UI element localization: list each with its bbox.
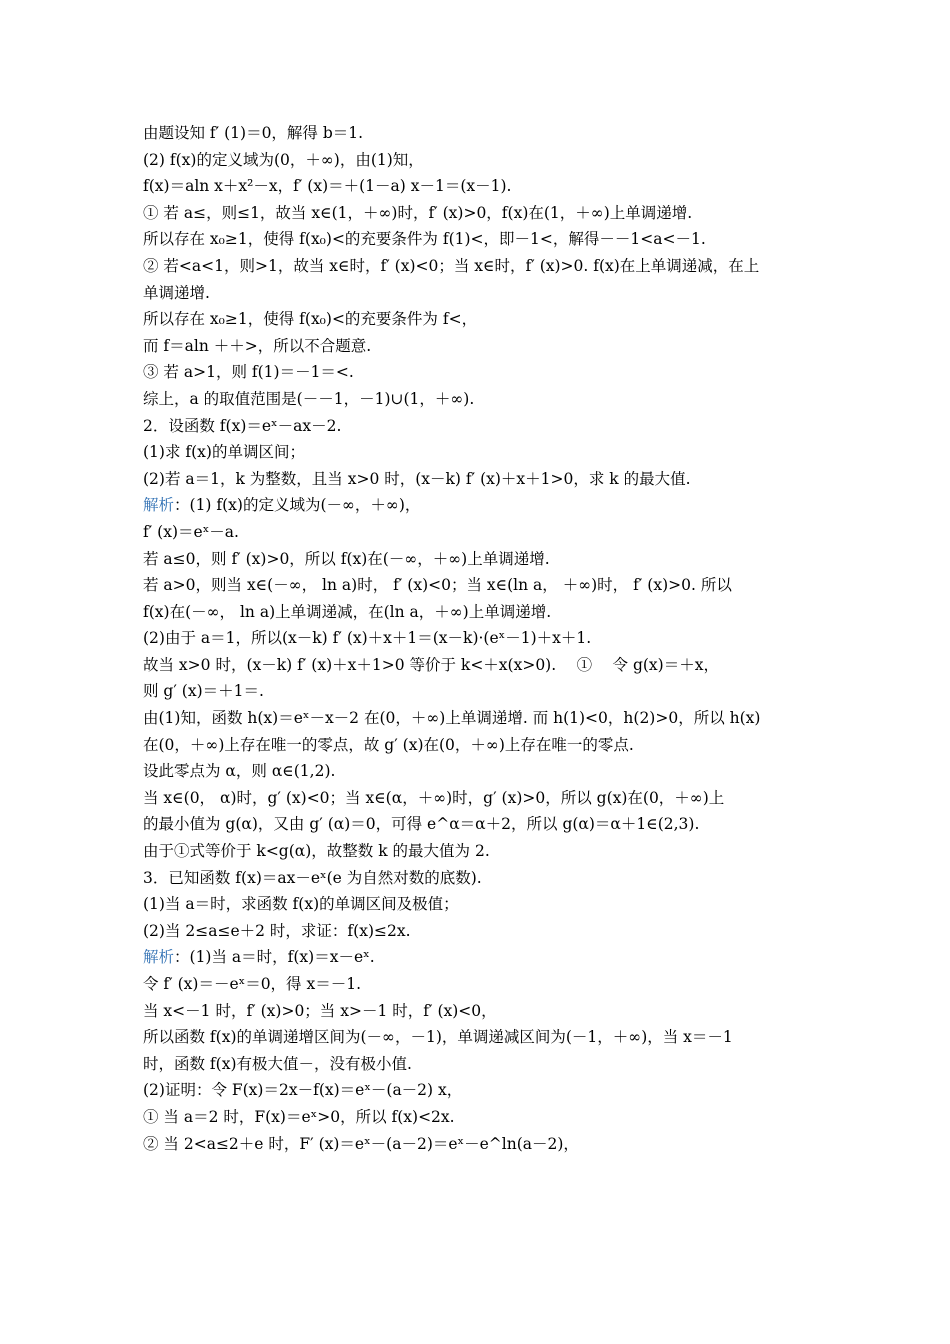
text-line [143,678,813,705]
line-text: ③ 若 a>1，则 f(1)＝－1＝<. [143,363,354,382]
text-line [143,1104,813,1131]
line-text: ② 当 2<a≤2＋e 时，F′ (x)＝eˣ－(a－2)＝eˣ－e^ln(a－2)， [143,1134,579,1153]
line-text: 综上，a 的取值范围是(－－1，－1)∪(1，＋∞). [143,389,475,408]
text-line [143,386,813,413]
text-line [143,306,813,333]
text-line [143,971,813,998]
line-text: (2)若 a＝1，k 为整数，且当 x>0 时，(x－k) f′ (x)＋x＋1>0，求 k 的最大值. [143,469,691,488]
text-line [143,1024,813,1051]
document-body [143,120,813,1157]
line-text: f′ (x)＝eˣ－a. [143,522,239,541]
line-text: 若 a>0，则当 x∈(－∞， ln a)时， f′ (x)<0；当 x∈(ln a， ＋∞)时， f′ (x)>0. 所以 [143,576,732,595]
line-text: (1)求 f(x)的单调区间； [143,443,305,462]
analysis-label: 解析 [143,496,175,515]
line-text: 在(0，＋∞)上存在唯一的零点，故 g′ (x)在(0，＋∞)上存在唯一的零点. [143,735,634,754]
text-line [143,865,813,892]
line-text: (2)当 2≤a≤e＋2 时，求证：f(x)≤2x. [143,921,411,940]
line-text: ① 当 a＝2 时，F(x)＝eˣ>0，所以 f(x)<2x. [143,1107,455,1126]
text-line [143,519,813,546]
line-text: 令 f′ (x)＝－eˣ＝0，得 x＝－1. [143,975,362,993]
line-text: 3．已知函数 f(x)＝ax－eˣ(e 为自然对数的底数). [143,868,482,887]
text-line [143,173,813,200]
text-line [143,1131,813,1158]
text-line [143,785,813,812]
line-text: 的最小值为 g(α)，又由 g′ (α)＝0，可得 e^α＝α＋2，所以 g(α)＝α＋1∈(2,3). [143,815,700,834]
line-text: f(x)＝aln x＋x²－x，f′ (x)＝＋(1－a) x－1＝(x－1). [143,177,512,196]
line-text: 当 x<－1 时，f′ (x)>0；当 x>－1 时，f′ (x)<0， [143,1001,497,1020]
text-line [143,625,813,652]
line-text: 2．设函数 f(x)＝eˣ－ax－2. [143,416,342,435]
line-text: 则 g′ (x)＝＋1＝. [143,682,264,701]
line-text: 时，函数 f(x)有极大值－，没有极小值. [143,1054,412,1073]
line-text: 由题设知 f′ (1)＝0，解得 b＝1. [143,124,364,142]
line-text: ② 若<a<1，则>1，故当 x∈时，f′ (x)<0；当 x∈时，f′ (x)>0. f(x)在上单调递减，在上 [143,256,760,275]
line-text: ：(1)当 a＝时，f(x)＝x－eˣ. [174,948,375,967]
text-line [143,492,813,519]
line-text: ① 若 a≤，则≤1，故当 x∈(1，＋∞)时，f′ (x)>0，f(x)在(1，＋∞)上单调递增. [143,203,693,222]
text-line [143,599,813,626]
text-line [143,466,813,493]
text-line [143,226,813,253]
line-text: (2)证明：令 F(x)＝2x－f(x)＝eˣ－(a－2) x， [143,1081,463,1100]
text-line [143,998,813,1025]
text-line [143,413,813,440]
text-line [143,280,813,307]
text-line [143,838,813,865]
line-text: 故当 x>0 时，(x－k) f′ (x)＋x＋1>0 等价于 k<＋x(x>0). ① 令 g(x)＝＋x， [143,655,719,674]
line-text: ：(1) f(x)的定义域为(－∞，＋∞)， [174,496,421,515]
text-line [143,758,813,785]
text-line [143,120,813,147]
line-text: 当 x∈(0， α)时，g′ (x)<0；当 x∈(α，＋∞)时，g′ (x)>0，所以 g(x)在(0，＋∞)上 [143,788,725,807]
analysis-label: 解析 [143,948,175,967]
text-line [143,572,813,599]
text-line [143,253,813,280]
line-text: 而 f＝aln ＋＋>，所以不合题意. [143,336,372,355]
line-text: (2)由于 a＝1，所以(x－k) f′ (x)＋x＋1＝(x－k)·(eˣ－1)＋x＋1. [143,629,592,648]
line-text: 所以存在 x₀≥1，使得 f(x₀)<的充要条件为 f(1)<，即－1<，解得－－1<a<－1. [143,230,706,249]
text-line [143,732,813,759]
line-text: 所以存在 x₀≥1，使得 f(x₀)<的充要条件为 f<， [143,310,478,329]
text-line [143,1077,813,1104]
text-line [143,811,813,838]
line-text: 由于①式等价于 k<g(α)，故整数 k 的最大值为 2. [143,842,490,861]
text-line [143,546,813,573]
text-line [143,652,813,679]
line-text: 所以函数 f(x)的单调递增区间为(－∞，－1)，单调递减区间为(－1，＋∞)，当 x＝－1 [143,1028,733,1047]
line-text: 单调递增. [143,283,210,302]
text-line [143,359,813,386]
text-line [143,918,813,945]
text-line [143,1051,813,1078]
line-text: (1)当 a＝时，求函数 f(x)的单调区间及极值； [143,895,459,914]
line-text: 设此零点为 α，则 α∈(1,2). [143,762,336,781]
text-line [143,891,813,918]
text-line [143,705,813,732]
line-text: f(x)在(－∞， ln a)上单调递减，在(ln a，＋∞)上单调递增. [143,602,552,621]
text-line [143,333,813,360]
line-text: 若 a≤0，则 f′ (x)>0，所以 f(x)在(－∞，＋∞)上单调递增. [143,549,550,568]
text-line [143,944,813,971]
text-line [143,200,813,227]
text-line [143,147,813,174]
line-text: (2) f(x)的定义域为(0，＋∞)，由(1)知， [143,150,424,169]
line-text: 由(1)知，函数 h(x)＝eˣ－x－2 在(0，＋∞)上单调递增. 而 h(1)<0，h(2)>0，所以 h(x) [143,709,761,728]
text-line [143,439,813,466]
